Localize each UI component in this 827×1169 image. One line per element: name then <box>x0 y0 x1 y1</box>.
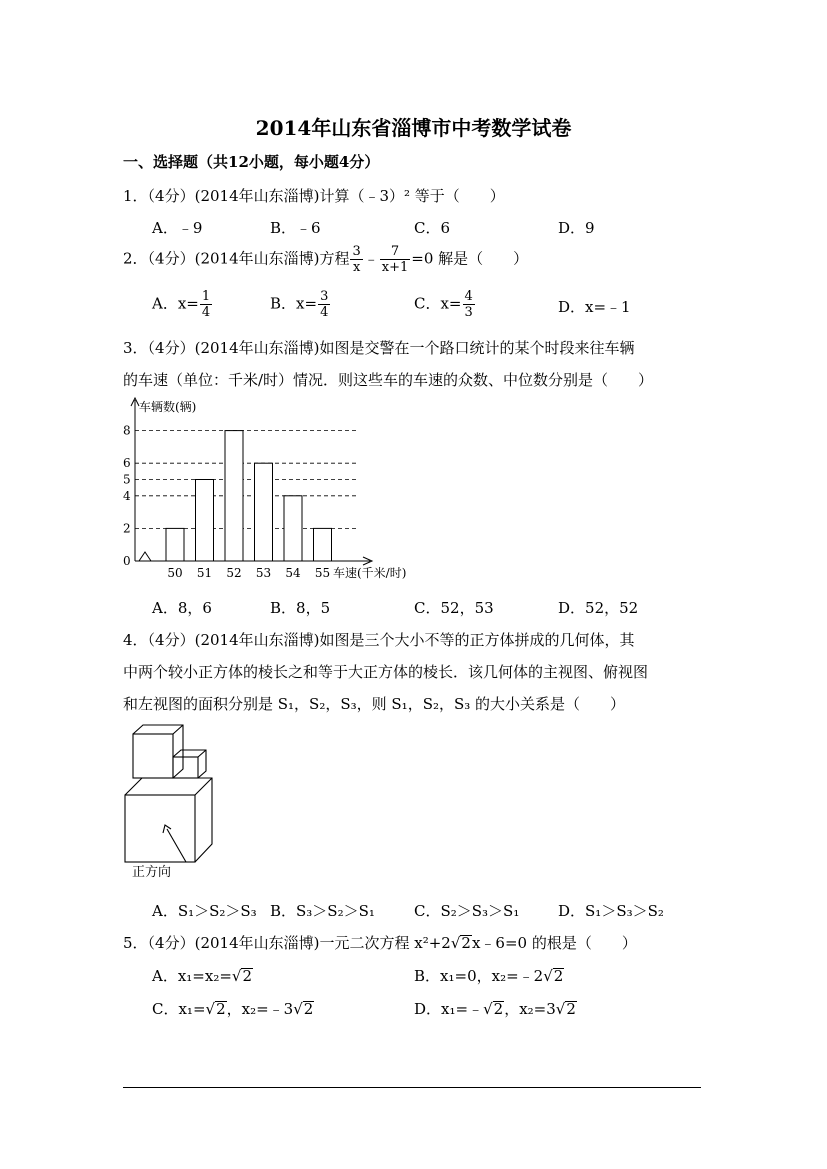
bar-53 <box>255 463 273 561</box>
y-axis-label: 车辆数(辆) <box>139 400 197 414</box>
y-tick-label: 6 <box>123 456 131 471</box>
q2-option-b: B．x= $\frac{3}{4}$ <box>270 289 329 320</box>
x-tick-label: 52 <box>226 566 242 580</box>
x-tick-label: 50 <box>167 566 183 580</box>
q3-option-c: C．52，53 <box>414 599 494 617</box>
x-axis-label: 车速(千米/时) <box>333 566 407 580</box>
question-3-line-2: 的车速（单位：千米/时）情况．则这些车的车速的众数、中位数分别是（ ） <box>123 371 654 389</box>
x-tick-label: 53 <box>255 566 272 580</box>
q5-option-d: D．x₁=﹣√2，x₂=3√2 <box>414 1000 576 1018</box>
section-heading: 一、选择题（共12小题，每小题4分） <box>123 153 380 171</box>
question-4-line-3: 和左视图的面积分别是 S₁，S₂，S₃，则 S₁，S₂，S₃ 的大小关系是（ ） <box>123 695 626 713</box>
q2-prefix: 2．（4分）(2014年山东淄博)方程 <box>123 249 350 268</box>
q2-option-a: A．x= $\frac{1}{4}$ <box>152 289 211 320</box>
page-title: 2014年山东省淄博市中考数学试卷 <box>255 116 572 140</box>
bar-55 <box>314 528 332 561</box>
q4-option-a: A．S₁＞S₂＞S₃ <box>152 902 257 920</box>
q5-option-b: B．x₁=0，x₂=﹣2√2 <box>414 967 564 985</box>
question-4-line-2: 中两个较小正方体的棱长之和等于大正方体的棱长．该几何体的主视图、俯视图 <box>123 663 649 681</box>
q1-option-b: B．﹣6 <box>270 219 321 237</box>
x-tick-label: 51 <box>196 566 213 580</box>
footer-rule <box>123 1087 701 1088</box>
q2-fraction-2: $\frac{7}{x+1}$ <box>381 244 409 275</box>
q5-option-a: A．x₁=x₂=√2 <box>152 967 253 985</box>
axis-break <box>139 552 151 561</box>
question-5-stem: 5．（4分）(2014年山东淄博)一元二次方程 x²+2√2x﹣6=0 的根是（ ） <box>123 934 637 952</box>
q1-option-c: C．6 <box>414 219 451 237</box>
x-tick-label: 55 <box>314 566 331 580</box>
cube-figure <box>120 722 220 882</box>
q3-option-b: B．8，5 <box>270 599 331 617</box>
y-tick-label: 0 <box>123 554 131 568</box>
bar-chart <box>118 392 428 587</box>
q3-option-d: D．52，52 <box>558 599 639 617</box>
question-3-line-1: 3．（4分）(2014年山东淄博)如图是交警在一个路口统计的某个时段来往车辆 <box>123 339 635 357</box>
q4-option-c: C．S₂＞S₃＞S₁ <box>414 902 520 920</box>
q2-suffix: =0 解是（ ） <box>411 249 529 268</box>
y-tick-label: 5 <box>123 472 131 487</box>
q3-option-a: A．8，6 <box>152 599 212 617</box>
q2-operator: ﹣ <box>363 249 379 268</box>
figure-label-direction: 正方向 <box>132 865 172 880</box>
y-tick-label: 2 <box>123 521 131 536</box>
q2-option-d: D．x=﹣1 <box>558 298 631 316</box>
question-1-stem: 1．（4分）(2014年山东淄博)计算（﹣3）² 等于（ ） <box>123 187 505 205</box>
q1-option-d: D．9 <box>558 219 595 237</box>
q2-fraction-1: $\frac{3}{x}$ <box>352 244 361 275</box>
question-4-line-1: 4．（4分）(2014年山东淄博)如图是三个大小不等的正方体拼成的几何体，其 <box>123 631 635 649</box>
q5-option-c: C．x₁=√2，x₂=﹣3√2 <box>152 1000 314 1018</box>
y-tick-label: 8 <box>123 423 131 438</box>
bar-50 <box>166 528 184 561</box>
q1-option-a: A．﹣9 <box>152 219 203 237</box>
x-tick-label: 54 <box>285 566 301 580</box>
q4-option-d: D．S₁＞S₃＞S₂ <box>558 902 664 920</box>
question-2-stem <box>123 244 528 275</box>
q4-option-b: B．S₃＞S₂＞S₁ <box>270 902 375 920</box>
bar-52 <box>225 431 243 561</box>
y-tick-label: 4 <box>123 488 131 503</box>
bar-54 <box>284 496 302 561</box>
q2-option-c: C．x= $\frac{4}{3}$ <box>414 289 473 320</box>
bar-51 <box>196 480 214 562</box>
